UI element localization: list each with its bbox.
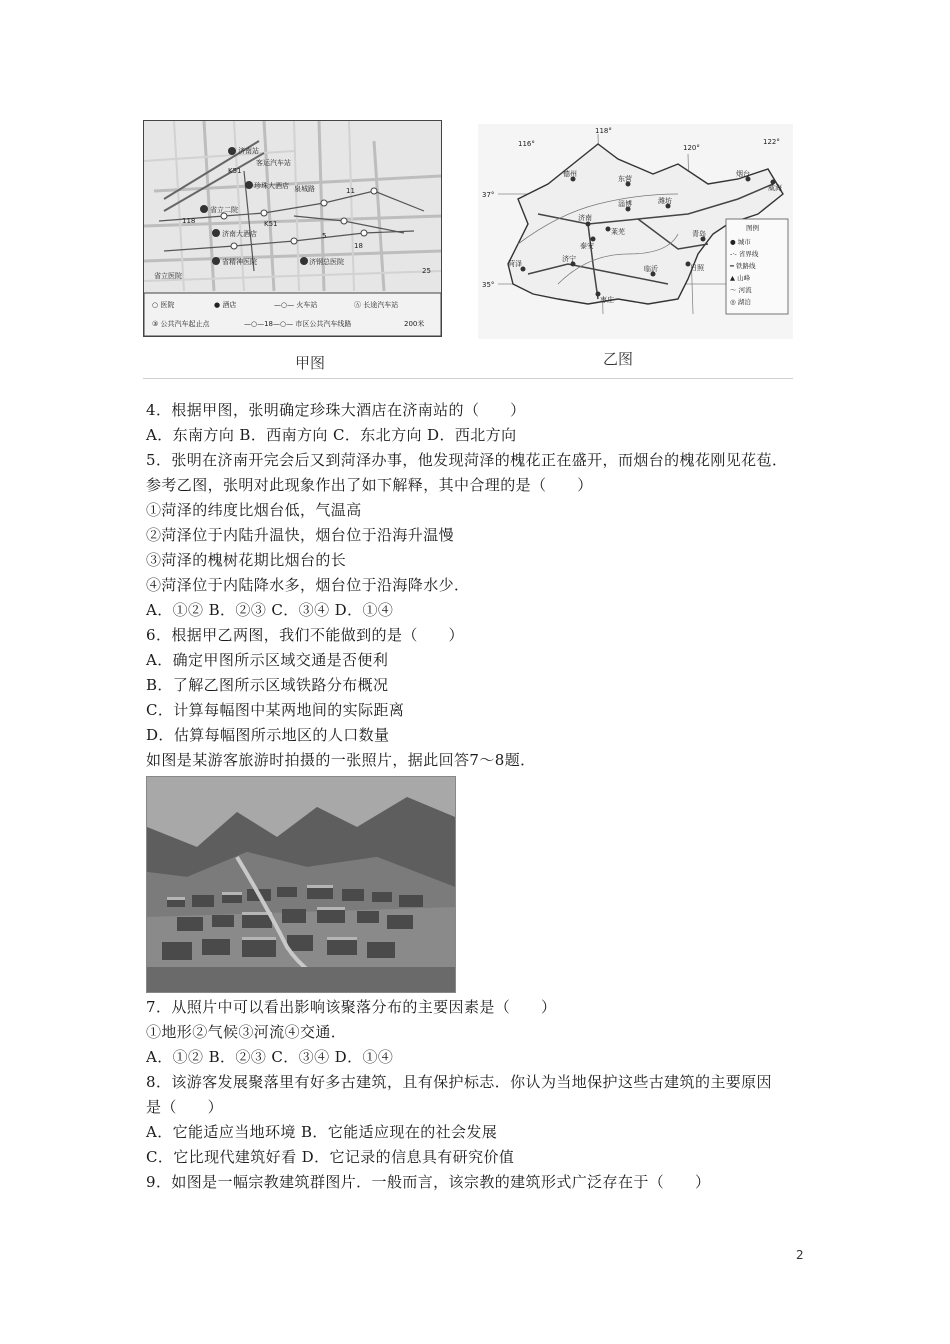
q5-statement-3: ③菏泽的槐树花期比烟台的长 (146, 551, 347, 569)
svg-text:～ 河流: ～ 河流 (730, 286, 752, 294)
q7-stem: 7．从照片中可以看出影响该聚落分布的主要因素是（ ） (146, 998, 557, 1016)
svg-text:珍珠大酒店: 珍珠大酒店 (254, 182, 289, 190)
q5-options: A．①② B．②③ C．③④ D．①④ (146, 601, 394, 619)
svg-text:日照: 日照 (690, 264, 704, 272)
q4-options: A．东南方向 B．西南方向 C．东北方向 D．西北方向 (146, 426, 517, 444)
svg-text:客运汽车站: 客运汽车站 (256, 159, 291, 167)
q6-stem: 6．根据甲乙两图，我们不能做到的是（ ） (146, 626, 464, 644)
svg-text:▲ 山峰: ▲ 山峰 (730, 274, 751, 282)
svg-text:120°: 120° (683, 144, 700, 152)
q6-option-d: D．估算每幅图所示地区的人口数量 (146, 726, 390, 744)
svg-text:● 酒店: ● 酒店 (214, 301, 237, 309)
svg-text:Ⓐ 长途汽车站: Ⓐ 长途汽车站 (354, 301, 399, 309)
q5-statement-4: ④菏泽位于内陆降水多，烟台位于沿海降水少． (146, 576, 470, 594)
q7-statements: ①地形②气候③河流④交通． (146, 1023, 347, 1041)
svg-text:济南: 济南 (578, 214, 592, 222)
settlement-photo (146, 776, 456, 993)
svg-text:○ 医院: ○ 医院 (152, 301, 175, 309)
figure-divider (143, 378, 793, 379)
svg-text:潍坊: 潍坊 (658, 197, 672, 205)
q8-stem-cont: 是（ ） (146, 1098, 224, 1116)
svg-text:菏泽: 菏泽 (508, 260, 522, 268)
map-jia-caption: 甲图 (295, 354, 326, 372)
svg-text:图例: 图例 (746, 224, 759, 232)
city-map-graphic (144, 121, 441, 336)
svg-text:118°: 118° (595, 127, 612, 135)
page-number: 2 (796, 1248, 804, 1262)
svg-text:118: 118 (182, 217, 196, 225)
svg-text:德州: 德州 (563, 170, 577, 178)
svg-text:—○— 火车站: —○— 火车站 (274, 301, 318, 309)
svg-text:● 城市: ● 城市 (730, 238, 751, 246)
svg-text:省立二院: 省立二院 (210, 206, 238, 214)
svg-text:济南大酒店: 济南大酒店 (222, 230, 257, 238)
svg-text:116°: 116° (518, 140, 535, 148)
svg-text:东营: 东营 (618, 175, 632, 183)
q7-8-intro: 如图是某游客旅游时拍摄的一张照片，据此回答7～8题． (146, 751, 536, 769)
svg-text:K51: K51 (264, 220, 278, 228)
q5-statement-1: ①菏泽的纬度比烟台低，气温高 (146, 501, 362, 519)
q8-options-cd: C．它比现代建筑好看 D．它记录的信息具有研究价值 (146, 1148, 515, 1166)
svg-text:122°: 122° (763, 138, 780, 146)
svg-text:—○—18—○— 市区公共汽车线路: —○—18—○— 市区公共汽车线路 (244, 320, 352, 328)
svg-text:威海: 威海 (768, 184, 782, 192)
svg-text:━ 铁路线: ━ 铁路线 (730, 262, 756, 270)
q6-option-a: A．确定甲图所示区域交通是否便利 (146, 651, 389, 669)
q7-options: A．①② B．②③ C．③④ D．①④ (146, 1048, 394, 1066)
svg-text:③ 公共汽车起止点: ③ 公共汽车起止点 (152, 320, 210, 328)
svg-text:省精神医院: 省精神医院 (222, 258, 257, 266)
q6-option-c: C．计算每幅图中某两地间的实际距离 (146, 701, 405, 719)
svg-text:烟台: 烟台 (736, 170, 750, 178)
svg-text:K51: K51 (228, 167, 242, 175)
svg-text:-·- 省界线: -·- 省界线 (730, 250, 759, 258)
q6-option-b: B．了解乙图所示区域铁路分布概况 (146, 676, 389, 694)
map-jia (143, 120, 442, 337)
svg-text:省立医院: 省立医院 (154, 272, 182, 280)
svg-text:200米: 200米 (404, 320, 425, 328)
svg-text:25: 25 (422, 267, 431, 275)
svg-text:枣庄: 枣庄 (600, 296, 614, 304)
q5-stem: 5．张明在济南开完会后又到菏泽办事，他发现菏泽的槐花正在盛开，而烟台的槐花刚见花苞． (146, 451, 788, 469)
q8-stem: 8．该游客发展聚落里有好多古建筑，且有保护标志．你认为当地保护这些古建筑的主要原因 (146, 1073, 772, 1091)
svg-text:济宁: 济宁 (562, 255, 576, 263)
q9-stem: 9．如图是一幅宗教建筑群图片．一般而言，该宗教的建筑形式广泛存在于（ ） (146, 1173, 711, 1191)
svg-text:◎ 湖泊: ◎ 湖泊 (730, 298, 751, 306)
svg-text:济南站: 济南站 (238, 147, 259, 155)
province-map-graphic (478, 124, 793, 339)
figure-block (143, 120, 793, 380)
settlement-photo-graphic (147, 777, 455, 992)
svg-text:泉城路: 泉城路 (294, 185, 315, 193)
svg-text:淄博: 淄博 (618, 200, 632, 208)
svg-text:临沂: 临沂 (644, 265, 658, 273)
q5-statement-2: ②菏泽位于内陆升温快，烟台位于沿海升温慢 (146, 526, 455, 544)
svg-text:37°: 37° (482, 191, 495, 199)
svg-text:5: 5 (322, 232, 327, 240)
svg-text:18: 18 (354, 242, 363, 250)
svg-text:35°: 35° (482, 281, 495, 289)
svg-text:11: 11 (346, 187, 355, 195)
map-yi (478, 124, 793, 339)
svg-text:济钢总医院: 济钢总医院 (309, 258, 344, 266)
map-yi-caption: 乙图 (603, 350, 634, 368)
q4-stem: 4．根据甲图，张明确定珍珠大酒店在济南站的（ ） (146, 401, 526, 419)
q5-stem-cont: 参考乙图，张明对此现象作出了如下解释，其中合理的是（ ） (146, 476, 593, 494)
svg-text:莱芜: 莱芜 (611, 228, 625, 236)
svg-text:泰安: 泰安 (580, 242, 594, 250)
svg-text:青岛: 青岛 (692, 230, 706, 238)
q8-options-ab: A．它能适应当地环境 B．它能适应现在的社会发展 (146, 1123, 498, 1141)
